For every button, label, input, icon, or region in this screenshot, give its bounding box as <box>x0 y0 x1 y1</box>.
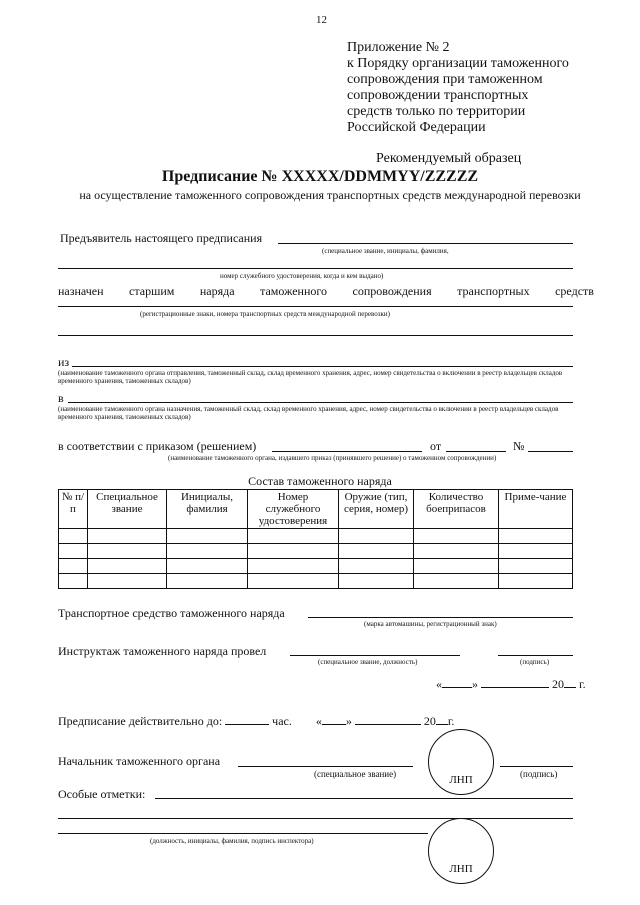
briefing-date <box>436 677 586 691</box>
appendix-line: сопровождении транспортных <box>347 88 529 103</box>
appendix-line: средств только по территории <box>347 104 526 119</box>
year-prefix: 20 <box>552 677 564 691</box>
year-field[interactable] <box>564 677 576 688</box>
stamp-label: ЛНП <box>449 774 473 786</box>
head-rank-hint: (специальное звание) <box>314 769 397 779</box>
table-row[interactable] <box>59 574 573 589</box>
quote-open: « <box>436 677 442 691</box>
quote-close: » <box>345 714 352 728</box>
head-sign-field[interactable] <box>500 766 573 767</box>
valid-day-field[interactable] <box>322 714 346 725</box>
vehicle-field[interactable] <box>308 617 573 618</box>
from-label: из <box>58 355 70 369</box>
presenter-label: Предъявитель настоящего предписания <box>60 231 263 245</box>
valid-hours-label: час. <box>272 714 292 728</box>
title-number: XXXXX/DDMMYY/ZZZZZ <box>277 168 479 185</box>
presenter-field-2[interactable] <box>58 268 573 269</box>
day-field[interactable] <box>442 677 472 688</box>
vehicles-hint: (регистрационные знаки, номера транспортных средств международной перевозки) <box>140 310 391 318</box>
table-row[interactable] <box>59 559 573 574</box>
vehicle-label: Транспортное средство таможенного наряда <box>58 606 285 620</box>
col-number: № п/п <box>59 490 88 529</box>
assigned-word: назначен <box>58 284 104 298</box>
appendix-line: к Порядку организации таможенного <box>347 56 569 71</box>
crew-title: Состав таможенного наряда <box>248 474 392 488</box>
notes-field-2[interactable] <box>58 818 573 819</box>
head-rank-field[interactable] <box>238 766 413 767</box>
col-id: Номер служебного удостоверения <box>248 490 339 529</box>
order-number-field[interactable] <box>528 451 573 452</box>
document-title <box>0 168 640 186</box>
order-date-field[interactable] <box>446 451 506 452</box>
sample-label: Рекомендуемый образец <box>376 151 522 166</box>
year-suffix: г. <box>447 714 455 728</box>
vehicle-hint: (марка автомашины, регистрационный знак) <box>364 620 497 628</box>
to-label: в <box>58 391 64 405</box>
order-label: в соответствии с приказом (решением) <box>58 439 257 453</box>
valid-line <box>58 714 454 728</box>
quote-close: » <box>472 677 478 691</box>
crew-header-row <box>59 490 573 529</box>
notes-field[interactable] <box>155 798 573 799</box>
briefing-sign-hint: (подпись) <box>520 658 550 666</box>
appendix-block <box>347 40 569 136</box>
presenter-field[interactable] <box>278 243 573 244</box>
briefing-rank-field[interactable] <box>290 655 460 656</box>
order-from-label: от <box>430 439 442 453</box>
appendix-line: сопровождения при таможенном <box>347 72 543 87</box>
order-hint: (наименование таможенного органа, издавшего приказ (принявшего решение) о таможенном сопровождении) <box>168 454 497 462</box>
from-field[interactable] <box>72 366 573 367</box>
briefing-rank-hint: (специальное звание, должность) <box>318 658 418 666</box>
table-row[interactable] <box>59 529 573 544</box>
crew-table <box>58 489 573 589</box>
briefing-sign-field[interactable] <box>498 655 573 656</box>
vehicles-field[interactable] <box>58 306 573 307</box>
col-note: Приме-чание <box>499 490 573 529</box>
quote-open: « <box>315 714 322 728</box>
valid-year-field[interactable] <box>436 714 448 725</box>
year-suffix: г. <box>579 677 586 691</box>
assigned-line <box>58 284 594 298</box>
assigned-word: старшим <box>129 284 175 298</box>
year-prefix: 20 <box>423 714 436 728</box>
col-ammo: Количество боеприпасов <box>414 490 499 529</box>
order-no-label: № <box>513 439 525 453</box>
month-field[interactable] <box>481 677 549 688</box>
stamp-label: ЛНП <box>449 863 473 875</box>
valid-month-field[interactable] <box>355 714 421 725</box>
presenter-hint: (специальное звание, инициалы, фамилия, <box>322 247 449 255</box>
from-hint: (наименование таможенного органа отправления, таможенный склад, склад временного хранения, адрес, номер свидетельства о включении в реестр владельцев складов временного хранения, таможенных складов) <box>58 369 563 385</box>
head-label: Начальник таможенного органа <box>58 754 221 768</box>
appendix-line: Российской Федерации <box>347 120 486 135</box>
col-name: Инициалы, фамилия <box>167 490 248 529</box>
assigned-word: таможенного <box>260 284 327 298</box>
valid-label: Предписание действительно до: <box>58 714 223 728</box>
appendix-line: Приложение № 2 <box>347 40 450 55</box>
notes-field-3[interactable] <box>58 833 428 834</box>
to-hint: (наименование таможенного органа назначения, таможенный склад, склад временного хранения, адрес, номер свидетельства о включении в реестр владельцев складов временного хранения, таможенных складов) <box>58 405 559 421</box>
to-field[interactable] <box>68 402 573 403</box>
notes-hint: (должность, инициалы, фамилия, подпись инспектора) <box>150 837 314 845</box>
page-number: 12 <box>316 14 327 26</box>
document-subtitle: на осуществление таможенного сопровождения транспортных средств международной перевозки <box>79 188 581 202</box>
assigned-word: транспортных <box>457 284 530 298</box>
stamp-icon <box>428 729 494 795</box>
title-prefix: Предписание № <box>161 168 278 185</box>
briefing-label: Инструктаж таможенного наряда провел <box>58 644 267 658</box>
valid-hour-field[interactable] <box>225 714 269 725</box>
assigned-word: сопровождения <box>352 284 432 298</box>
stamp-icon <box>428 818 494 884</box>
assigned-word: средств <box>555 284 594 298</box>
head-sign-hint: (подпись) <box>520 769 558 779</box>
col-rank: Специальное звание <box>88 490 167 529</box>
presenter-hint-2: номер служебного удостоверения, когда и кем выдано) <box>220 272 384 280</box>
col-weapon: Оружие (тип, серия, номер) <box>339 490 414 529</box>
notes-label: Особые отметки: <box>58 787 146 801</box>
assigned-word: наряда <box>199 284 235 298</box>
vehicles-field-2[interactable] <box>58 335 573 336</box>
order-field[interactable] <box>272 451 422 452</box>
table-row[interactable] <box>59 544 573 559</box>
